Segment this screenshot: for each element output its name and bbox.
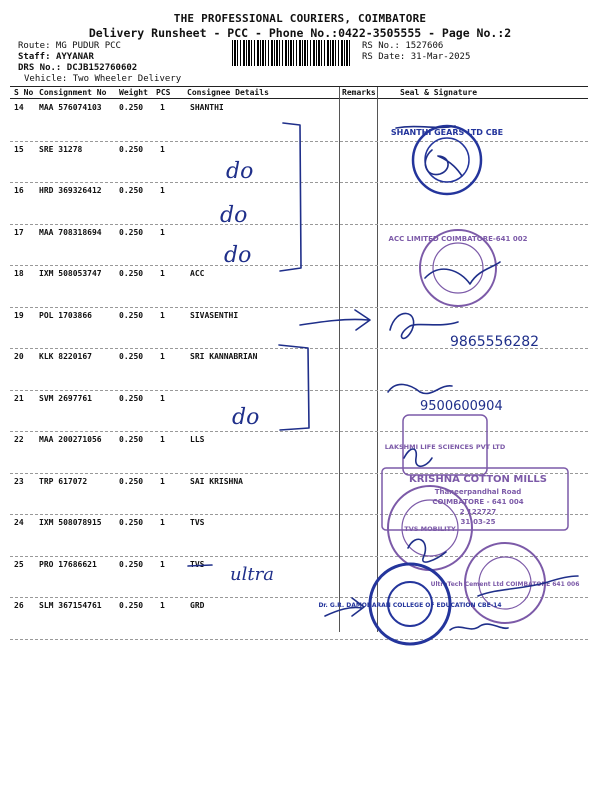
cell-weight: 0.250 [119, 227, 144, 237]
table-header-rule [10, 98, 588, 99]
cell-weight: 0.250 [119, 103, 144, 112]
acc-stamp-text: ACC LIMITED COIMBATORE-641 002 [388, 235, 528, 243]
cell-pcs: 1 [160, 103, 165, 112]
barcode-image [232, 40, 352, 66]
cell-weight: 0.250 [119, 518, 144, 527]
cell-consignee: SIVASENTHI [190, 310, 239, 320]
cell-weight: 0.250 [119, 310, 144, 320]
cell-weight: 0.250 [119, 186, 144, 195]
cell-weight: 0.250 [119, 435, 144, 444]
row-separator [10, 514, 588, 515]
row-separator [10, 348, 588, 349]
signature-row-19 [390, 313, 458, 338]
cell-consignment-no: KLK 8220167 [39, 352, 92, 361]
col-header-consignment: Consignment No [39, 88, 107, 97]
cell-weight: 0.250 [119, 559, 144, 569]
mills-stamp-line2: Thaneerpandhal Road [434, 488, 522, 496]
cell-consignment-no: SVM 2697761 [39, 393, 92, 403]
remarks-divider-left [339, 87, 340, 632]
cell-consignment-no: HRD 369326412 [39, 186, 102, 195]
row-separator [10, 224, 588, 225]
drs-row [18, 63, 137, 73]
lls-stamp-text: LAKSHMI LIFE SCIENCES PVT LTD [384, 443, 506, 451]
cell-consignment-no: PRO 17686621 [39, 559, 97, 569]
cell-consignee: GRD [190, 601, 205, 610]
cell-pcs: 1 [160, 352, 165, 361]
col-header-pcs: PCS [156, 88, 171, 97]
mills-stamp-line5: 31-03-25 [460, 518, 496, 526]
cell-sno: 19 [14, 310, 24, 320]
lls-stamp [385, 415, 506, 475]
document-subtitle: Delivery Runsheet - PCC - Phone No.:0422-3505555 - Page No.:2 [88, 26, 512, 40]
shanthi-stamp [391, 126, 503, 194]
cell-weight: 0.250 [119, 269, 144, 278]
cell-weight: 0.250 [119, 476, 144, 486]
arrow-row-26 [325, 598, 364, 616]
ultratech-stamp-text: UltraTech Cement Ltd COIMBATORE 641 006 [430, 581, 580, 588]
cell-sno: 25 [14, 559, 24, 569]
rs-date: RS Date: 31-Mar-2025 [362, 52, 471, 62]
route-text: Route: MG PUDUR PCC [18, 41, 121, 51]
mills-stamp-line1: KRISHNA COTTON MILLS [408, 474, 548, 485]
ditto-bracket-upper [280, 123, 301, 271]
rs-number: RS No.: 1527606 [362, 41, 444, 51]
cell-pcs: 1 [160, 186, 165, 195]
cell-consignment-no: IXM 508053747 [39, 269, 102, 278]
cell-consignee: LLS [190, 435, 205, 444]
cell-consignment-no: TRP 617072 [39, 476, 88, 486]
cell-sno: 21 [14, 393, 24, 403]
ditto-bracket-lower [279, 345, 309, 430]
table-top-rule [10, 86, 588, 87]
grd-stamp-text: Dr. G.R. DAMODARAN COLLEGE OF EDUCATION CBE-14 [318, 602, 502, 609]
phone-row-21: 9500600904 [420, 399, 503, 414]
cell-weight: 0.250 [119, 393, 144, 403]
col-header-sno: S No [14, 88, 34, 97]
cell-weight: 0.250 [119, 601, 144, 610]
staff-name: AYYANAR [55, 52, 94, 62]
tvs-stamp-text: TVS MOBILITY [404, 525, 456, 533]
col-header-remarks: Remarks [342, 88, 376, 97]
shanthi-stamp-text: SHANTHI GEARS LTD CBE [390, 128, 504, 137]
cell-pcs: 1 [160, 144, 165, 154]
cell-sno: 22 [14, 435, 24, 444]
cell-consignee: SRI KANNABRIAN [190, 352, 258, 361]
row-separator [10, 265, 588, 266]
phone-row-19: 9865556282 [450, 334, 540, 350]
cell-weight: 0.250 [119, 144, 144, 154]
col-header-consignee: Consignee Details [187, 88, 269, 97]
cell-consignment-no: MAA 576074103 [39, 103, 102, 112]
handwritten-ultra: ultra [230, 564, 274, 585]
signature-row-15 [396, 126, 462, 176]
cell-pcs: 1 [160, 559, 165, 569]
cell-consignee: TVS [190, 559, 205, 569]
remarks-divider-right [377, 87, 378, 632]
col-header-weight: Weight [119, 88, 148, 97]
signature-row-22 [404, 449, 432, 466]
row-separator [10, 597, 588, 598]
row-separator [10, 639, 588, 640]
cell-consignment-no: MAA 708318694 [39, 227, 102, 237]
cell-sno: 18 [14, 269, 24, 278]
cell-sno: 15 [14, 144, 24, 154]
cell-pcs: 1 [160, 601, 165, 610]
ditto-row-18: do [224, 243, 252, 268]
cell-pcs: 1 [160, 518, 165, 527]
cell-consignee: ACC [190, 269, 205, 278]
row-separator [10, 473, 588, 474]
drs-number: DCJB152760602 [66, 63, 138, 73]
row-separator [10, 431, 588, 432]
cell-consignment-no: SRE 31278 [39, 144, 83, 154]
staff-label: Staff: [18, 52, 51, 62]
row-separator [10, 182, 588, 183]
vehicle-text: Vehicle: Two Wheeler Delivery [24, 74, 182, 84]
cell-consignee: SAI KRISHNA [190, 476, 243, 486]
cell-sno: 17 [14, 227, 24, 237]
cell-consignment-no: POL 1703866 [39, 310, 92, 320]
cell-pcs: 1 [160, 435, 165, 444]
signature-row-24 [408, 539, 446, 562]
ditto-row-16: do [226, 159, 254, 184]
cell-sno: 23 [14, 476, 24, 486]
col-header-seal-signature: Seal & Signature [400, 88, 478, 97]
signature-row-25 [478, 576, 578, 596]
tvs-stamp [388, 486, 472, 570]
drs-label: DRS No.: [18, 63, 62, 73]
ditto-row-17: do [220, 203, 248, 228]
row-separator [10, 390, 588, 391]
cell-pcs: 1 [160, 227, 165, 237]
cell-sno: 24 [14, 518, 24, 527]
cell-consignee: SHANTHI [190, 103, 224, 112]
document-title: THE PROFESSIONAL COURIERS, COIMBATORE [173, 12, 427, 25]
cell-sno: 20 [14, 352, 24, 361]
cell-pcs: 1 [160, 269, 165, 278]
cell-pcs: 1 [160, 393, 165, 403]
mills-stamp-line3: COIMBATORE - 641 004 [432, 498, 524, 506]
row-separator [10, 556, 588, 557]
cell-pcs: 1 [160, 476, 165, 486]
staff-row [18, 52, 94, 62]
cell-sno: 16 [14, 186, 24, 195]
acc-stamp [389, 230, 528, 306]
cell-sno: 26 [14, 601, 24, 610]
cell-pcs: 1 [160, 310, 165, 320]
ditto-row-21: do [232, 405, 260, 430]
row-separator [10, 141, 588, 142]
arrow-row-19 [300, 310, 370, 330]
cotton-mills-stamp [382, 468, 568, 530]
cell-consignee: TVS [190, 518, 205, 527]
cell-consignment-no: MAA 200271056 [39, 435, 102, 444]
cell-weight: 0.250 [119, 352, 144, 361]
cell-sno: 14 [14, 103, 24, 112]
grd-college-stamp [318, 564, 501, 644]
mills-stamp-line4: 2 122727 [459, 508, 497, 516]
row-separator [10, 307, 588, 308]
signature-row-26 [450, 624, 508, 630]
cell-consignment-no: SLM 367154761 [39, 601, 102, 610]
cell-consignment-no: IXM 508078915 [39, 518, 102, 527]
